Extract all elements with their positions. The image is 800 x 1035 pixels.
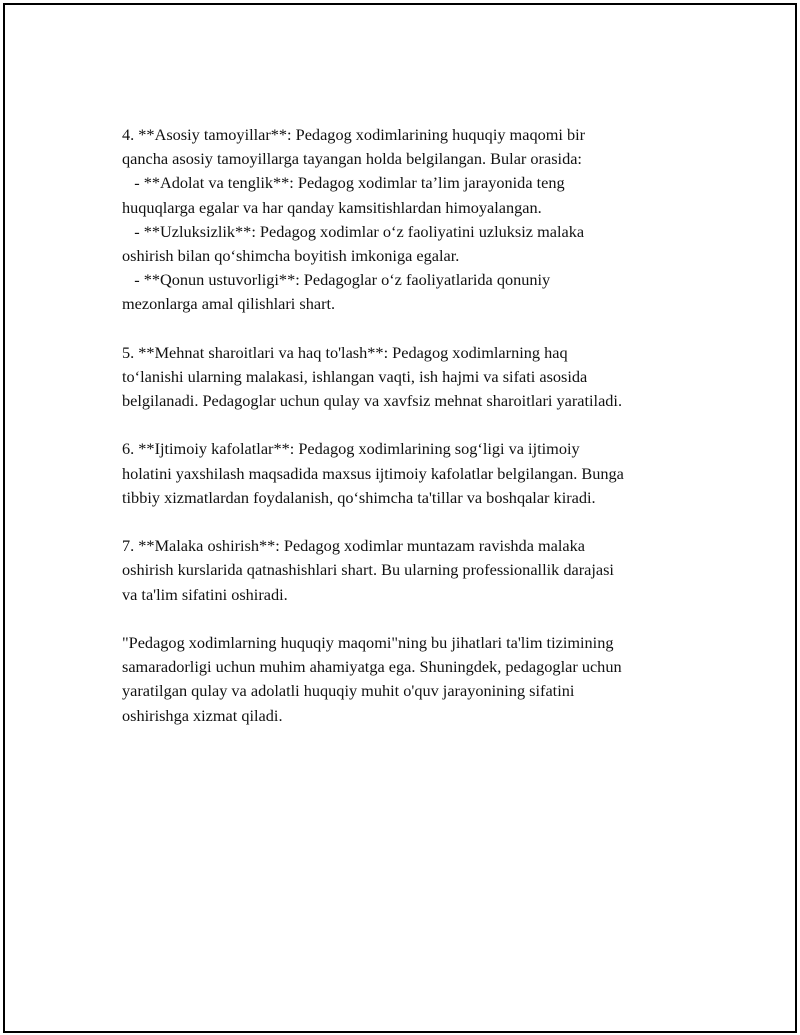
text-line: mezonlarga amal qilishlari shart. xyxy=(122,294,336,314)
text-line: oshirish kurslarida qatnashishlari shart. Bu ularning professionallik darajasi xyxy=(122,560,614,580)
text-line: samaradorligi uchun muhim ahamiyatga ega. Shuningdek, pedagoglar uchun xyxy=(122,657,622,677)
paragraph-gap xyxy=(122,413,722,437)
text-line: holatini yaxshilash maqsadida maxsus ijtimoiy kafolatlar belgilangan. Bunga xyxy=(122,463,624,483)
text-line: to‘lanishi ularning malakasi, ishlangan vaqti, ish hajmi va sifati asosida xyxy=(122,366,588,386)
paragraph-gap xyxy=(122,510,722,534)
text-line: - **Adolat va tenglik**: Pedagog xodimlar ta’lim jarayonida teng xyxy=(122,173,565,193)
text-line: 4. **Asosiy tamoyillar**: Pedagog xodimlarining huquqiy maqomi bir xyxy=(122,125,586,144)
document-body xyxy=(122,123,722,728)
text-line: qancha asosiy tamoyillarga tayangan holda belgilangan. Bular orasida: xyxy=(122,149,582,169)
text-line: - **Qonun ustuvorligi**: Pedagoglar o‘z faoliyatlarida qonuniy xyxy=(122,270,551,290)
section-conclusion xyxy=(122,631,722,728)
section-ijtimoiy-kafolatlar xyxy=(122,437,722,510)
section-mehnat-sharoitlari xyxy=(122,341,722,414)
text-line: huquqlarga egalar va har qanday kamsitishlardan himoyalangan. xyxy=(122,197,542,217)
text-line: 7. **Malaka oshirish**: Pedagog xodimlar muntazam ravishda malaka xyxy=(122,536,585,556)
text-line: oshirish bilan qo‘shimcha boyitish imkoniga egalar. xyxy=(122,245,460,265)
page-frame xyxy=(3,3,797,1033)
section-malaka-oshirish xyxy=(122,534,722,607)
text-line: tibbiy xizmatlardan foydalanish, qo‘shimcha ta'tillar va boshqalar kiradi. xyxy=(122,487,596,507)
text-line: va ta'lim sifatini oshiradi. xyxy=(122,584,288,604)
text-line: belgilanadi. Pedagoglar uchun qulay va xavfsiz mehnat sharoitlari yaratiladi. xyxy=(122,391,623,411)
text-line: 5. **Mehnat sharoitlari va haq to'lash**: Pedagog xodimlarning haq xyxy=(122,342,568,362)
text-line: yaratilgan qulay va adolatli huquqiy muhit o'quv jarayonining sifatini xyxy=(122,681,575,701)
text-line: 6. **Ijtimoiy kafolatlar**: Pedagog xodimlarining sog‘ligi va ijtimoiy xyxy=(122,439,580,459)
text-line: "Pedagog xodimlarning huquqiy maqomi"ning bu jihatlari ta'lim tizimining xyxy=(122,632,614,652)
section-asosiy-tamoyillar xyxy=(122,123,722,317)
text-line: - **Uzluksizlik**: Pedagog xodimlar o‘z faoliyatini uzluksiz malaka xyxy=(122,221,585,241)
text-line: oshirishga xizmat qiladi. xyxy=(122,705,283,725)
paragraph-gap xyxy=(122,317,722,341)
paragraph-gap xyxy=(122,607,722,631)
